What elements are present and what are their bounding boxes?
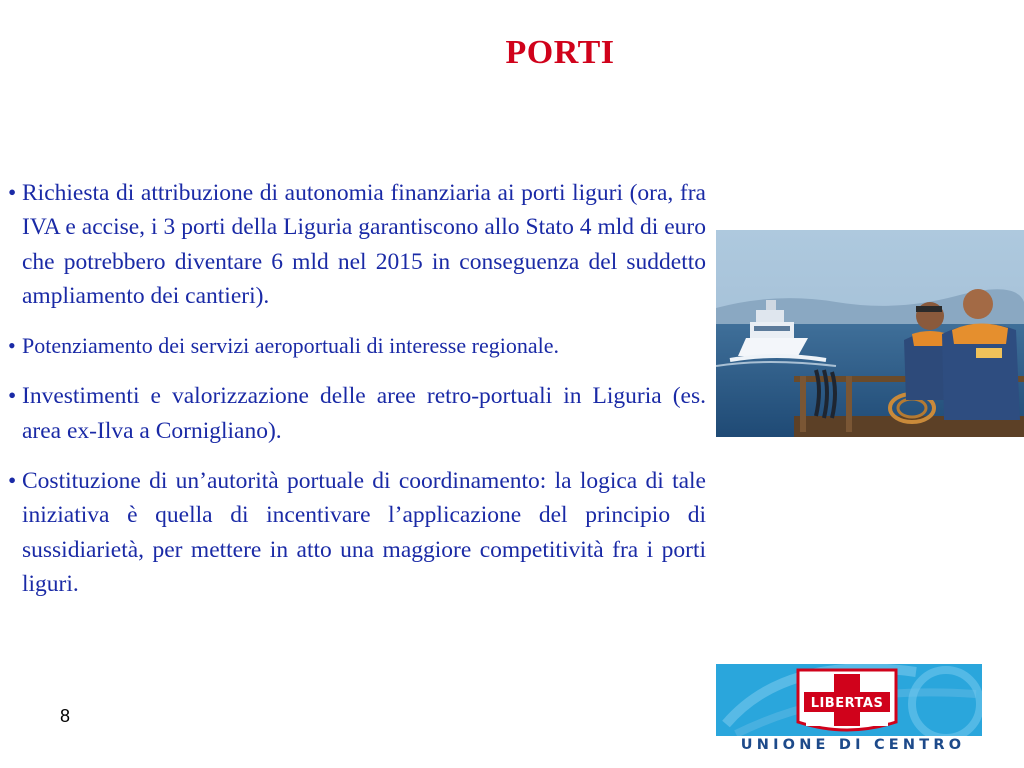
bullet-text: Investimenti e valorizzazione delle aree retro-portuali in Liguria (es. area ex-Ilva a Cornigliano). <box>22 383 706 444</box>
bullet-text: Costituzione di un’autorità portuale di coordinamento: la logica di tale iniziativa è quella di incentivare l’applicazione del principio di sussidiarietà, per mettere in atto una maggiore competitività fra i porti liguri. <box>22 468 706 597</box>
logo-subtitle: UNIONE DI CENTRO <box>740 737 966 753</box>
page-number: 8 <box>60 706 71 726</box>
bullet-marker: • <box>8 180 17 206</box>
bullet-list <box>8 176 706 617</box>
port-photo <box>716 230 1024 437</box>
port-photo-illustration <box>716 230 1024 437</box>
bullet-marker: • <box>8 383 17 410</box>
bullet-marker: • <box>8 468 17 495</box>
bullet-item <box>8 379 706 448</box>
bullet-item <box>8 464 706 601</box>
libertas-shield <box>796 668 898 734</box>
bullet-text: Potenziamento dei servizi aeroportuali di interesse regionale. <box>22 333 559 359</box>
bullet-item <box>8 176 706 313</box>
udc-logo <box>716 664 982 768</box>
bullet-marker: • <box>8 333 16 359</box>
bullet-text: Richiesta di attribuzione di autonomia finanziaria ai porti liguri (ora, fra IVA e accise, i 3 porti della Liguria garantiscono allo Stato 4 mld di euro che potrebbero diventare 6 mld nel 2015 in conseguenza del suddetto ampliamento dei cantieri). <box>22 180 706 309</box>
bullet-item <box>8 329 706 363</box>
logo-band <box>716 664 982 736</box>
slide-title: PORTI <box>505 34 615 71</box>
shield-text: LIBERTAS <box>810 696 884 711</box>
